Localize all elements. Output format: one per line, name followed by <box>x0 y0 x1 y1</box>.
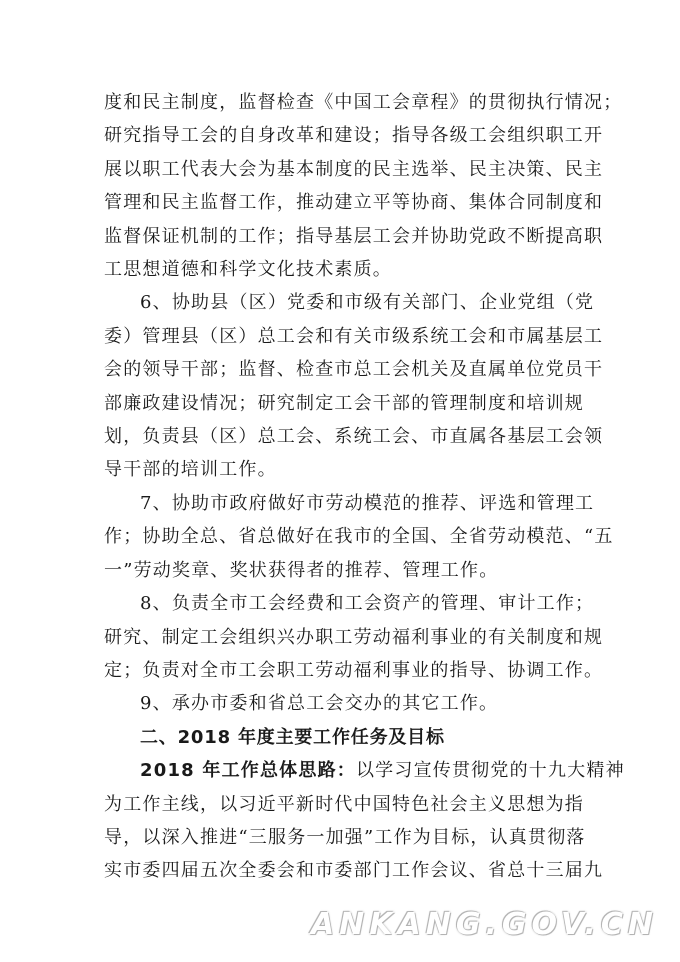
text-line: 展以职工代表大会为基本制度的民主选举、民主决策、民主 <box>104 158 604 180</box>
paragraph-item-7 <box>104 487 614 587</box>
paragraph-1 <box>104 86 623 286</box>
text-line: 为工作主线，以习近平新时代中国特色社会主义思想为指 <box>104 793 584 815</box>
text-line: 部廉政建设情况；研究制定工会干部的管理制度和培训规 <box>104 392 584 414</box>
text-line: 划，负责县（区）总工会、系统工会、市直属各基层工会领 <box>104 426 604 448</box>
text-line: 导干部的培训工作。 <box>104 459 277 481</box>
text-line: 6、协助县（区）党委和市级有关部门、企业党组（党 <box>140 292 595 314</box>
text-line: 委）管理县（区）总工会和有关市级系统工会和市属基层工 <box>104 325 604 347</box>
text-line: 一”劳动奖章、奖状获得者的推荐、管理工作。 <box>104 559 499 581</box>
text-line: 实市委四届五次全委会和市委部门工作会议、省总十三届九 <box>104 860 604 882</box>
summary-first-line-text: 以学习宣传贯彻党的十九大精神 <box>355 760 625 782</box>
text-line: 9、承办市委和省总工会交办的其它工作。 <box>140 693 499 715</box>
text-line: 7、协助市政府做好市劳动模范的推荐、评选和管理工 <box>140 492 595 514</box>
text-line: 监督保证机制的工作；指导基层工会并协助党政不断提高职 <box>104 225 604 247</box>
site-watermark: ANKANG.GOV.CN <box>310 907 658 942</box>
text-line: 8、负责全市工会经费和工会资产的管理、审计工作； <box>140 593 595 615</box>
paragraph-item-9 <box>104 687 582 720</box>
text-line: 管理和民主监督工作，推动建立平等协商、集体合同制度和 <box>104 192 604 214</box>
text-line: 度和民主制度，监督检查《中国工会章程》的贯彻执行情况； <box>104 92 623 113</box>
text-line: 作；协助全总、省总做好在我市的全国、全省劳动模范、“五 <box>104 526 614 548</box>
text-line: 工思想道德和科学文化技术素质。 <box>104 259 392 281</box>
paragraph-item-6 <box>104 286 604 486</box>
summary-paragraph <box>104 754 625 888</box>
paragraph-item-8 <box>104 587 604 687</box>
text-line <box>104 754 625 787</box>
text-line: 定；负责对全市工会职工劳动福利事业的指导、协调工作。 <box>104 659 604 681</box>
text-line: 研究指导工会的自身改革和建设；指导各级工会组织职工开 <box>104 125 604 147</box>
text-line: 研究、制定工会组织兴办职工劳动福利事业的有关制度和规 <box>104 626 604 648</box>
section-heading <box>104 721 582 754</box>
document-page <box>104 86 625 888</box>
summary-label: 2018 年工作总体思路： <box>140 760 356 782</box>
text-line: 会的领导干部；监督、检查市总工会机关及直属单位党员干 <box>104 359 604 381</box>
text-line: 导，以深入推进“三服务一加强”工作为目标，认真贯彻落 <box>104 826 586 848</box>
section-heading-text: 二、2018 年度主要工作任务及目标 <box>140 726 445 748</box>
